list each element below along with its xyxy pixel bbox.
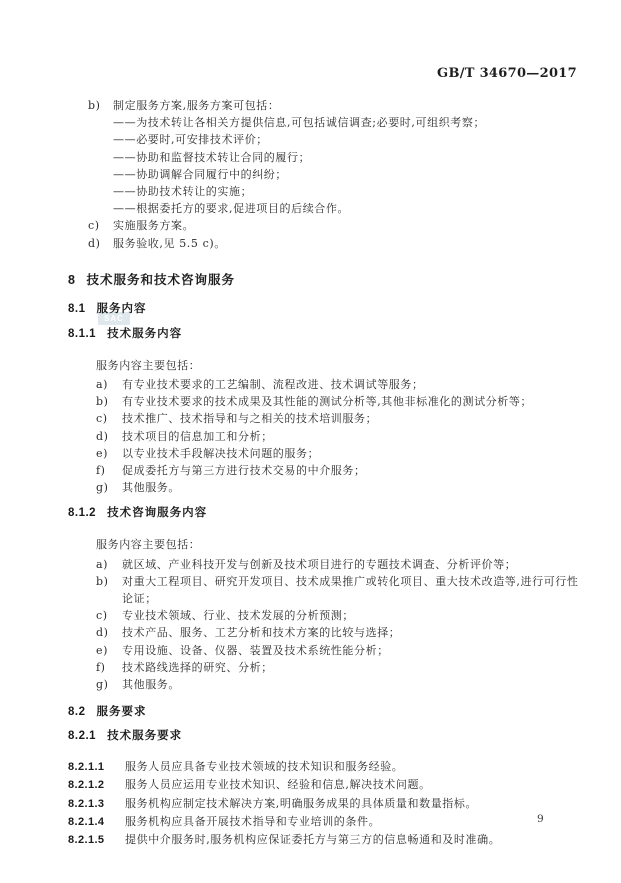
- clause-text: 提供中介服务时,服务机构应保证委托方与第三方的信息畅通和及时准确。: [125, 833, 501, 847]
- list-item-text: 技术推广、技术指导和与之相关的技术培训服务；: [122, 412, 378, 426]
- clause-number: 8.2.1.2: [68, 779, 105, 792]
- list-item-label: d): [96, 429, 109, 443]
- list-item-label: e): [96, 446, 109, 460]
- list-item-label: d): [96, 626, 109, 640]
- list-item-label: f): [96, 464, 106, 478]
- clause: [68, 831, 581, 849]
- section-8-2-heading: [68, 706, 621, 719]
- clause-number: 8.2.1.3: [68, 797, 105, 810]
- sac-watermark-text: SAC: [104, 314, 124, 323]
- section-title: 服务内容: [96, 302, 147, 315]
- dash-list-item-text: ——协助技术转让的实施；: [113, 185, 253, 199]
- list-item-text: 制定服务方案,服务方案可包括：: [113, 99, 280, 112]
- clause-text: 服务机构应具备开展技术指导和专业培训的条件。: [125, 814, 381, 828]
- section-title: 技术咨询服务内容: [107, 507, 208, 520]
- clause-list: [0, 758, 621, 849]
- section-number: 8.1.2: [68, 507, 97, 520]
- list-item-text: 其他服务。: [122, 678, 180, 692]
- list-item-label: d): [88, 236, 101, 250]
- section-title: 技术服务要求: [107, 730, 183, 743]
- section-number: 8.1: [68, 302, 86, 315]
- clause-text: 服务人员应具备专业技术领域的技术知识和服务经验。: [125, 760, 404, 774]
- section-8-heading: [68, 273, 621, 287]
- clause-text: 服务人员应运用专业技术知识、经验和信息,解决技术问题。: [125, 778, 431, 792]
- list-item-text: 有专业技术要求的工艺编制、流程改进、技术调试等服务；: [122, 378, 424, 392]
- intro-list: [0, 97, 621, 252]
- list-item-text: 技术路线选择的研究、分析；: [122, 660, 273, 674]
- list-item-label: b): [96, 395, 109, 409]
- section-number: 8.2: [68, 706, 86, 719]
- section-title: 技术服务内容: [107, 327, 183, 340]
- standard-number: GB/T 34670—2017: [437, 66, 577, 81]
- list-item-text: 有专业技术要求的技术成果及其性能的测试分析等,其他非标准化的测试分析等；: [122, 395, 533, 409]
- list-item: [96, 624, 579, 641]
- clause-number: 8.2.1.5: [68, 834, 105, 847]
- list-item-label: c): [96, 412, 108, 426]
- clause: [68, 776, 581, 794]
- list-item: [96, 642, 579, 659]
- section-8-2-1-heading: [68, 730, 621, 743]
- list-item-text: 以专业技术手段解决技术问题的服务；: [122, 446, 320, 460]
- dash-list-item-text: ——根据委托方的要求,促进项目的后续合作。: [113, 202, 350, 216]
- list-item-text: 专用设施、设备、仪器、装置及技术系统性能分析；: [122, 643, 389, 657]
- section-title: 服务要求: [96, 706, 147, 719]
- list-item: [96, 410, 579, 427]
- section-8-1-2-intro: 服务内容主要包括：: [96, 538, 201, 552]
- list-item: [96, 462, 579, 479]
- list-item-label: f): [96, 660, 106, 674]
- dash-list-item: [113, 131, 581, 148]
- list-item-label: a): [96, 378, 109, 392]
- list-item-text: 技术产品、服务、工艺分析和技术方案的比较与选择；: [122, 626, 401, 640]
- list-item-label: g): [96, 678, 109, 692]
- list-item: [96, 393, 579, 410]
- list-item: [96, 676, 579, 693]
- list-item-label: a): [96, 557, 109, 571]
- list-item: [96, 556, 579, 573]
- dash-list-item-text: ——为技术转让各相关方提供信息,可包括诚信调查;必要时,可组织考察；: [113, 116, 486, 130]
- clause: [68, 758, 581, 776]
- clause-number: 8.2.1.4: [68, 815, 105, 828]
- section-title: 技术服务和技术咨询服务: [86, 272, 235, 287]
- list-item: [96, 573, 579, 607]
- section-number: 8: [68, 272, 76, 287]
- clause-number: 8.2.1.1: [68, 761, 105, 774]
- list-item: [96, 659, 579, 676]
- section-8-1-2-list: [0, 556, 621, 694]
- section-number: 8.1.1: [68, 327, 97, 340]
- clause: [68, 813, 581, 831]
- list-item-d: [88, 235, 581, 252]
- section-8-1-heading: [68, 303, 621, 316]
- section-number: 8.2.1: [68, 730, 97, 743]
- section-8-1-2-heading: [68, 507, 621, 520]
- section-8-1-1-intro: 服务内容主要包括：: [96, 358, 201, 372]
- dash-list-item: [113, 149, 581, 166]
- list-item-label: e): [96, 643, 109, 657]
- list-item: [96, 445, 579, 462]
- dash-list-item: [113, 200, 581, 217]
- list-item-text: 就区域、产业科技开发与创新及技术项目进行的专题技术调查、分析评价等；: [122, 557, 517, 571]
- list-item-text: 专业技术领域、行业、技术发展的分析预测；: [122, 609, 354, 623]
- page-number: 9: [537, 813, 544, 825]
- list-item-label: c): [88, 219, 100, 233]
- section-8-1-1-heading: [68, 328, 621, 341]
- dash-list-item: [113, 183, 581, 200]
- list-item: [96, 428, 579, 445]
- list-item-label: b): [96, 574, 109, 588]
- list-item: [96, 607, 579, 624]
- dash-list-item-text: ——必要时,可安排技术评价；: [113, 133, 268, 147]
- list-item-b: [88, 97, 581, 114]
- list-item-text: 促成委托方与第三方进行技术交易的中介服务；: [122, 464, 366, 478]
- list-item-text: 其他服务。: [122, 481, 180, 495]
- list-item: [96, 376, 579, 393]
- clause: [68, 795, 581, 813]
- list-item: [96, 479, 579, 496]
- clause-text: 服务机构应制定技术解决方案,明确服务成果的具体质量和数量指标。: [125, 796, 478, 810]
- dash-list-item-text: ——协助和监督技术转让合同的履行；: [113, 150, 311, 164]
- list-item-text: 对重大工程项目、研究开发项目、技术成果推广或转化项目、重大技术改造等,进行可行性论证；: [122, 574, 579, 606]
- list-item-label: c): [96, 609, 108, 623]
- section-8-1-1-list: [0, 376, 621, 496]
- dash-list-item-text: ——协助调解合同履行中的纠纷；: [113, 167, 287, 181]
- dash-list-item: [113, 114, 581, 131]
- list-item-text: 实施服务方案。: [113, 219, 195, 233]
- dash-list-item: [113, 166, 581, 183]
- list-item-text: 服务验收,见 5.5 c)。: [113, 236, 226, 250]
- list-item-label: b): [88, 99, 101, 112]
- list-item-label: g): [96, 481, 109, 495]
- list-item-c: [88, 217, 581, 234]
- list-item-text: 技术项目的信息加工和分析；: [122, 429, 273, 443]
